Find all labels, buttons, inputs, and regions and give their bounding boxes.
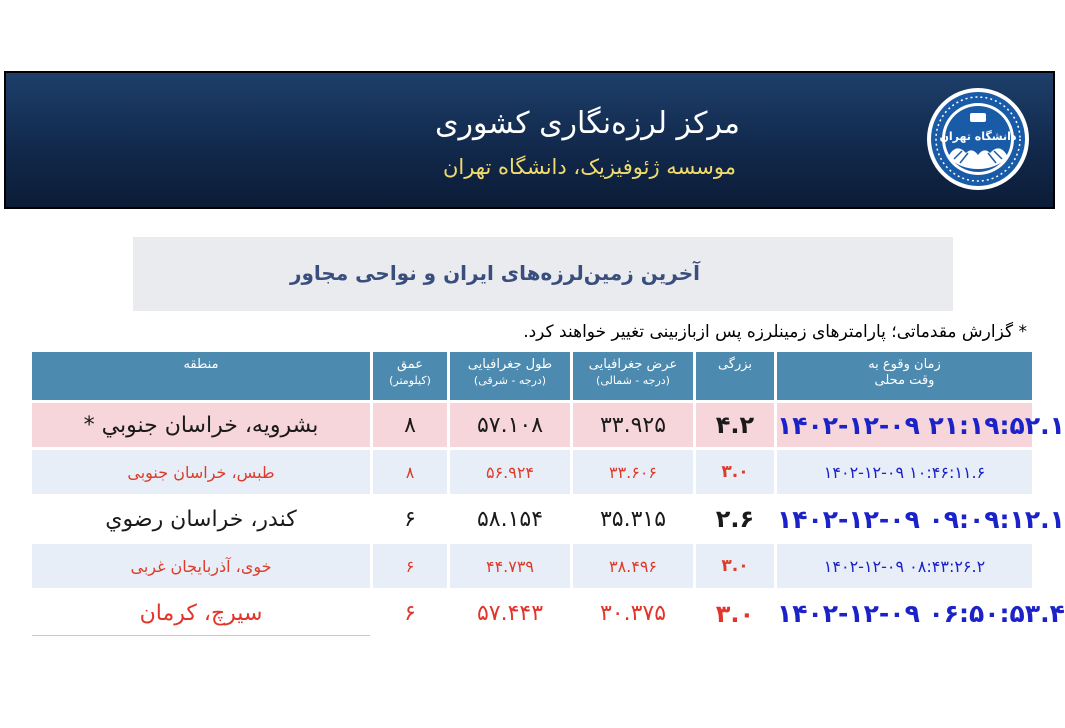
table-row[interactable]: [32, 497, 1032, 541]
row-region: کندر، خراسان رضوي: [32, 497, 370, 541]
row-time: ۱۴۰۲-۱۲-۰۹ ۱۰:۴۶:۱۱.۶: [777, 450, 1032, 494]
row-region: طبس، خراسان جنوبی: [32, 450, 370, 494]
row-depth: ۶: [373, 544, 447, 588]
row-depth: ۸: [373, 403, 447, 447]
row-longitude: ۵۶.۹۲۴: [450, 450, 570, 494]
site-title: مرکز لرزه‌نگاری کشوری: [435, 106, 740, 141]
header-longitude[interactable]: طول جغرافیایی (درجه - شرقی): [450, 352, 570, 400]
row-latitude: ۳۰.۳۷۵: [573, 591, 693, 636]
earthquake-table: [29, 352, 1065, 636]
svg-text:دانشگاه تهران: دانشگاه تهران: [939, 130, 1017, 143]
header-latitude[interactable]: عرض جغرافیایی (درجه - شمالی): [573, 352, 693, 400]
university-logo-icon[interactable]: [926, 87, 1030, 191]
row-longitude: ۵۸.۱۵۴: [450, 497, 570, 541]
row-magnitude: ۴.۲: [696, 403, 774, 447]
header-region[interactable]: منطقه: [32, 352, 370, 400]
row-magnitude: ۳.۰: [696, 450, 774, 494]
row-time: ۱۴۰۲-۱۲-۰۹ ۰۶:۵۰:۵۳.۴: [777, 591, 1032, 636]
header-time[interactable]: زمان وقوع به وقت محلی: [777, 352, 1032, 400]
preliminary-note: * گزارش مقدماتی؛ پارامترهای زمینلرزه پس ازبازبینی تغییر خواهند کرد.: [523, 322, 1027, 342]
table-row[interactable]: [32, 591, 1032, 636]
page-heading-box: [133, 237, 953, 311]
row-longitude: ۵۷.۱۰۸: [450, 403, 570, 447]
header-magnitude[interactable]: بزرگی: [696, 352, 774, 400]
row-depth: ۶: [373, 497, 447, 541]
row-magnitude: ۳.۰: [696, 591, 774, 636]
row-region: خوی، آذربایجان غربی: [32, 544, 370, 588]
row-region: سيرچ، کرمان: [32, 591, 370, 636]
row-latitude: ۳۳.۶۰۶: [573, 450, 693, 494]
table-header-row: [32, 352, 1032, 400]
site-subtitle: موسسه ژئوفیزیک، دانشگاه تهران: [442, 155, 736, 179]
row-magnitude: ۳.۰: [696, 544, 774, 588]
row-longitude: ۵۷.۴۴۳: [450, 591, 570, 636]
row-latitude: ۳۸.۴۹۶: [573, 544, 693, 588]
site-header: [4, 71, 1055, 209]
row-time: ۱۴۰۲-۱۲-۰۹ ۰۹:۰۹:۱۲.۱: [777, 497, 1032, 541]
row-region: بشرویه، خراسان جنوبي *: [32, 403, 370, 447]
table-row[interactable]: [32, 450, 1032, 494]
row-depth: ۶: [373, 591, 447, 636]
row-latitude: ۳۵.۳۱۵: [573, 497, 693, 541]
row-latitude: ۳۳.۹۲۵: [573, 403, 693, 447]
row-depth: ۸: [373, 450, 447, 494]
row-magnitude: ۲.۶: [696, 497, 774, 541]
header-depth[interactable]: عمق (کیلومتر): [373, 352, 447, 400]
row-longitude: ۴۴.۷۳۹: [450, 544, 570, 588]
row-time: ۱۴۰۲-۱۲-۰۹ ۰۸:۴۳:۲۶.۲: [777, 544, 1032, 588]
page-heading: آخرین زمین‌لرزه‌های ایران و نواحی مجاور: [289, 261, 700, 285]
row-time: ۱۴۰۲-۱۲-۰۹ ۲۱:۱۹:۵۲.۱: [777, 403, 1032, 447]
table-row[interactable]: [32, 544, 1032, 588]
table-row[interactable]: [32, 403, 1032, 447]
